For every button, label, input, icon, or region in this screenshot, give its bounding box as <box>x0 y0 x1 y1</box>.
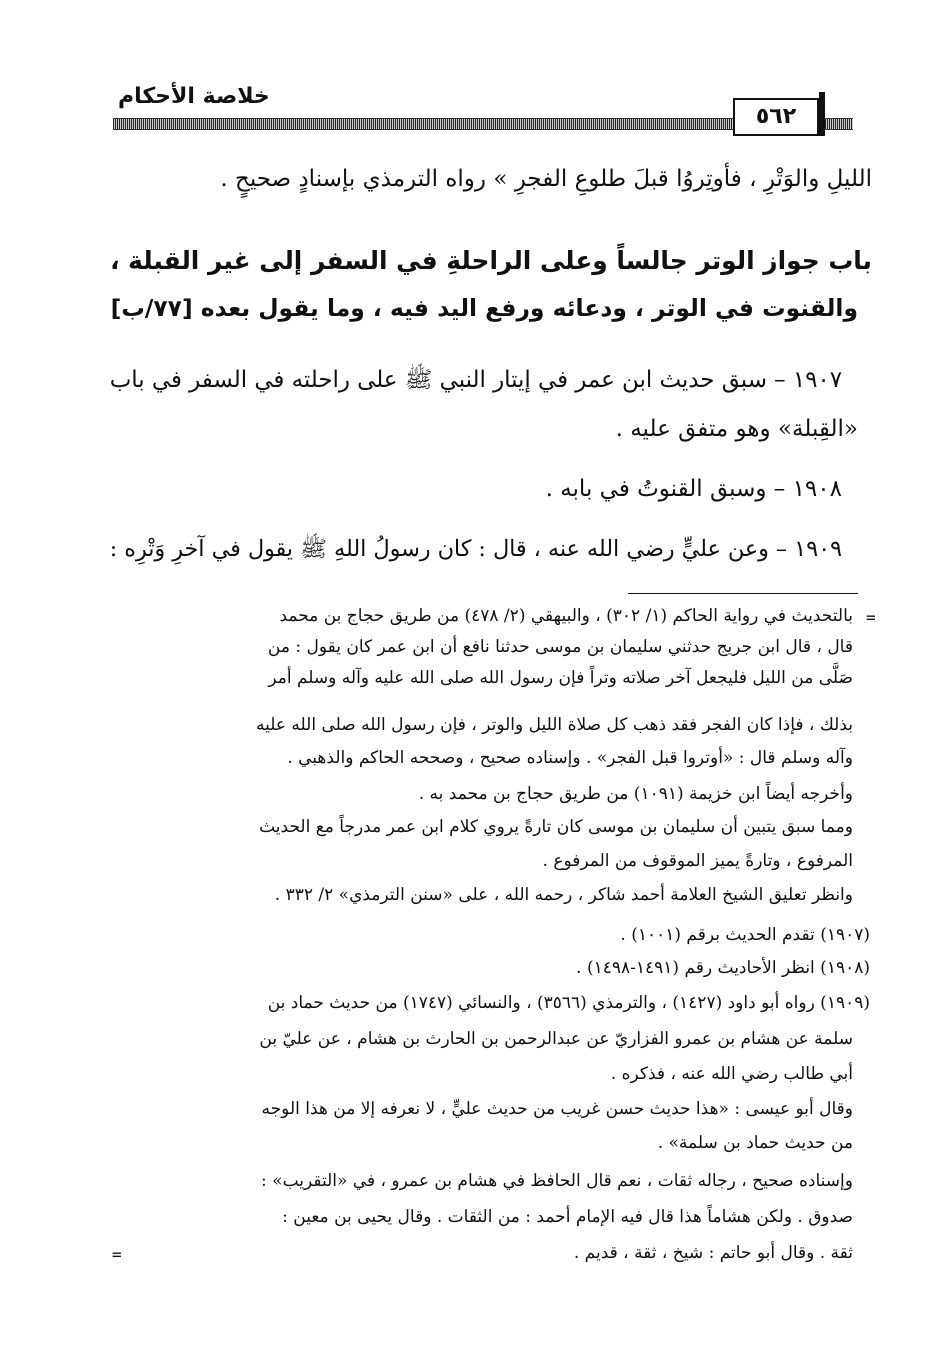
footnote-line: أبي طالب رضي الله عنه ، فذكره . <box>610 1064 853 1084</box>
page-number: ٥٦٢ <box>733 98 819 136</box>
footnote-line: وقال أبو عيسى : «هذا حديث حسن غريب من حديث عليٍّ ، لا نعرفه إلا من هذا الوجه <box>261 1099 853 1119</box>
footnote-line: وآله وسلم قال : «أوتروا قبل الفجر» . وإسناده صحيح ، وصححه الحاكم والذهبي . <box>287 748 853 768</box>
footnote-continuation-mark: = <box>866 608 876 627</box>
footnote-line: ثقة . وقال أبو حاتم : شيخ ، ثقة ، قديم . <box>573 1243 853 1263</box>
footnote-line: بالتحديث في رواية الحاكم (١/ ٣٠٢) ، والبيهقي (٢/ ٤٧٨) من طريق حجاج بن محمد <box>279 606 853 626</box>
footnote-line: ومما سبق يتبين أن سليمان بن موسى كان تارةً يروي كلام ابن عمر مدرجاً مع الحديث <box>259 817 853 837</box>
footnote-1908: (١٩٠٨) انظر الأحاديث رقم (١٤٩١-١٤٩٨) . <box>576 958 870 978</box>
footnote-line: قال ، قال ابن جريج حدثني سليمان بن موسى حدثنا نافع أن ابن عمر كان يقول : من <box>267 637 853 657</box>
footnote-line: وإسناده صحيح ، رجاله ثقات ، نعم قال الحافظ في هشام بن عمرو ، في «التقريب» : <box>261 1171 853 1191</box>
page-number-bar <box>819 92 825 136</box>
footnote-1907: (١٩٠٧) تقدم الحديث برقم (١٠٠١) . <box>620 925 870 945</box>
paragraph-1907-line-2: «القِبلة» وهو متفق عليه . <box>615 416 858 442</box>
running-header-title: خلاصة الأحكام <box>118 84 270 109</box>
paragraph-1909: ١٩٠٩ – وعن عليٍّ رضي الله عنه ، قال : كان رسولُ اللهِ ﷺ يقول في آخرِ وَتْرِه : <box>109 536 842 562</box>
footnote-line: صَلَّى من الليل فليجعل آخر صلاته وتراً فإن رسول الله صلى الله عليه وآله وسلم أمر <box>268 668 853 688</box>
top-line: الليلِ والوَتْرِ ، فأوتِروُا قبلَ طلوعِ الفجرِ » رواه الترمذي بإسنادٍ صحيحٍ . <box>220 166 872 192</box>
footnote-line: من حديث حماد بن سلمة» . <box>657 1133 853 1153</box>
footnote-line: وأخرجه أيضاً ابن خزيمة (١٠٩١) من طريق حجاج بن محمد به . <box>418 784 853 804</box>
footnote-line: المرفوع ، وتارةً يميز الموقوف من المرفوع . <box>542 851 853 871</box>
footnote-line: بذلك ، فإذا كان الفجر فقد ذهب كل صلاة الليل والوتر ، فإن رسول الله صلى الله عليه <box>255 715 853 735</box>
footnote-line: سلمة عن هشام بن عمرو الفزاريّ عن عبدالرحمن بن الحارث بن هشام ، عن عليّ بن <box>259 1029 853 1049</box>
footnote-end-mark: = <box>112 1245 122 1264</box>
chapter-heading-line-1: باب جواز الوتر جالساً وعلى الراحلةِ في السفر إلى غير القبلة ، <box>110 246 872 275</box>
paragraph-1908: ١٩٠٨ – وسبق القنوتُ في بابه . <box>545 476 842 502</box>
paragraph-1907-line-1: ١٩٠٧ – سبق حديث ابن عمر في إيتار النبي ﷺ على راحلته في السفر في باب <box>109 367 842 393</box>
footnote-separator <box>628 593 858 594</box>
footnote-line: وانظر تعليق الشيخ العلامة أحمد شاكر ، رحمه الله ، على «سنن الترمذي» ٢/ ٣٣٢ . <box>274 885 853 905</box>
chapter-heading-line-2: والقنوت في الوتر ، ودعائه ورفع اليد فيه ، وما يقول بعده [٧٧/ب] <box>110 294 858 322</box>
footnote-line: صدوق . ولكن هشاماً هذا قال فيه الإمام أحمد : من الثقات . وقال يحيى بن معين : <box>282 1207 853 1227</box>
footnote-1909: (١٩٠٩) رواه أبو داود (١٤٢٧) ، والترمذي (٣٥٦٦) ، والنسائي (١٧٤٧) من حديث حماد بن <box>267 993 870 1013</box>
